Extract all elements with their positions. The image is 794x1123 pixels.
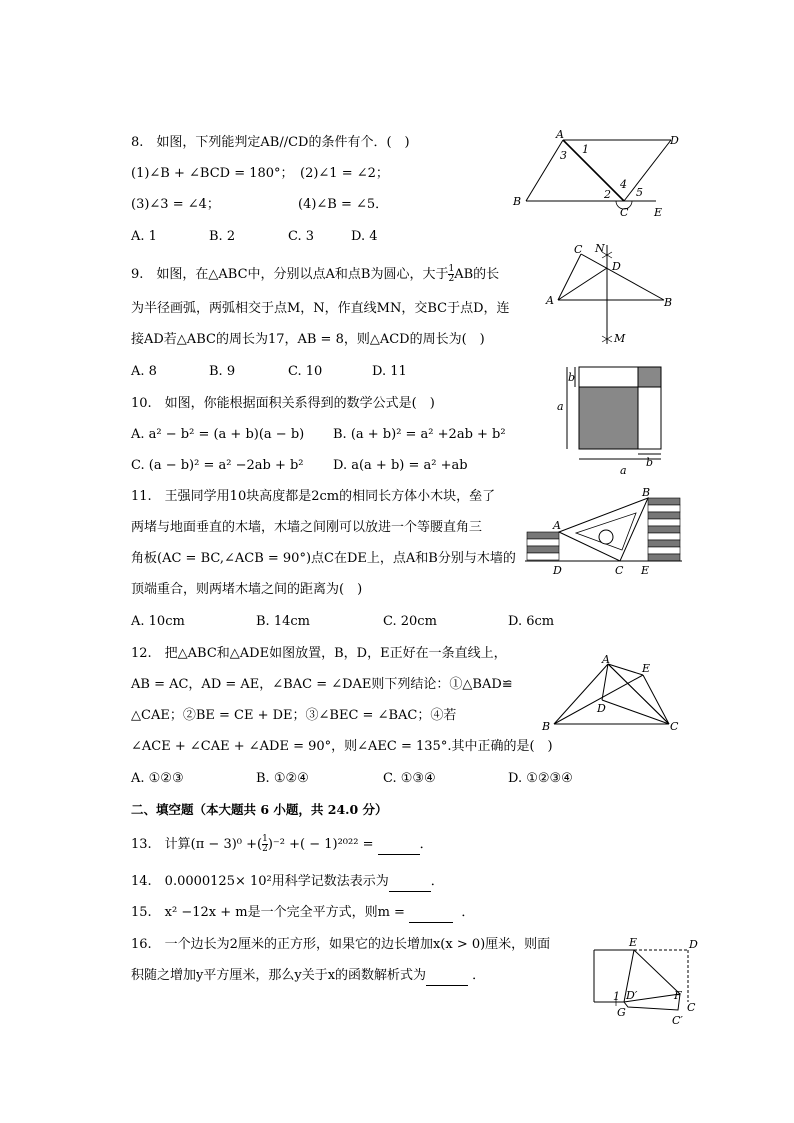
q9-option-d[interactable]: D. 11 (372, 364, 407, 379)
q10-option-c[interactable]: C. (a − b)² = a² −2ab + b² (131, 458, 304, 473)
q11-wall-figure (520, 484, 690, 582)
q8-angle-5: 5 (636, 186, 643, 199)
q10-option-d[interactable]: D. a(a + b) = a² +ab (333, 458, 468, 473)
q16-fold-figure (588, 932, 698, 1028)
q12-label-B: B (542, 720, 551, 733)
q8-label-D: D (670, 134, 679, 147)
q9-triangle-figure (540, 240, 680, 350)
q12-option-b[interactable]: B. ①②④ (256, 771, 309, 786)
q16-label-G: G (617, 1006, 626, 1019)
q12-label-E: E (642, 662, 651, 675)
q10-area-figure (554, 362, 666, 476)
q8-parallelogram-figure (508, 126, 688, 222)
q13-fraction: $\frac{1}{2}$ (262, 834, 268, 854)
q11-option-b[interactable]: B. 14cm (256, 614, 310, 629)
q11-line-4: 顶端重合，则两堵木墙之间的距离为( ) (131, 582, 363, 597)
q9-label-N: N (595, 242, 605, 255)
q10-option-b[interactable]: B. (a + b)² = a² +2ab + b² (333, 427, 506, 442)
q16-line-2 (131, 967, 485, 986)
q16-answer-blank[interactable] (426, 967, 468, 986)
q10-label-a-bottom: a (620, 464, 627, 476)
q15-end: ． (461, 905, 475, 920)
q11-option-a[interactable]: A. 10cm (131, 614, 185, 629)
q12-option-d[interactable]: D. ①②③④ (508, 771, 573, 786)
q16-label-F: F (674, 989, 682, 1002)
q11-option-d[interactable]: D. 6cm (508, 614, 555, 629)
q8-label-C: C (620, 206, 629, 219)
q12-line-3: △CAE；②BE = CE + DE；③∠BEC = ∠BAC；④若 (131, 708, 457, 723)
q16-label-D-prime: D′ (626, 989, 638, 1002)
q9-option-a[interactable]: A. 8 (131, 364, 157, 379)
q9-line-1-a: 9. 如图，在△ABC中，分别以点A和点B为圆心，大于 (131, 267, 449, 282)
q14-text: 14. 0.0000125× 10²用科学记数法表示为 (131, 874, 389, 889)
q12-triangles-figure (538, 652, 688, 738)
q11-option-c[interactable]: C. 20cm (383, 614, 437, 629)
q8-option-c[interactable]: C. 3 (288, 229, 315, 244)
q16-label-D: D (689, 938, 698, 951)
q12-label-A: A (602, 653, 610, 666)
q12-label-C: C (670, 720, 679, 733)
q8-option-b[interactable]: B. 2 (209, 229, 236, 244)
q11-label-D: D (553, 564, 562, 577)
q11-label-E: E (641, 564, 650, 577)
q9-line-1 (131, 265, 499, 284)
q12-line-4: ∠ACE + ∠CAE + ∠ADE = 90°，则∠AEC = 135°.其中正确的是( ) (131, 739, 553, 754)
q8-angle-4: 4 (620, 178, 627, 191)
q9-line-3: 接AD若△ABC的周长为17，AB = 8，则△ACD的周长为( ) (131, 332, 485, 347)
q14-end: ． (430, 874, 444, 889)
q16-label-C-prime: C′ (672, 1014, 683, 1027)
q9-fraction: $\frac{1}{2}$ (448, 264, 455, 284)
q16-label-C: C (687, 1001, 696, 1014)
q10-label-a-left: a (557, 400, 564, 413)
q13-part-b: )⁻² +( − 1)²⁰²² = (267, 837, 378, 852)
q8-angle-2: 2 (604, 188, 611, 201)
q13-end: ． (419, 837, 433, 852)
q11-line-1: 11. 王强同学用10块高度都是2cm的相同长方体小木块，垒了 (131, 489, 496, 504)
q11-label-B: B (642, 486, 651, 499)
q16-text: 积随之增加y平方厘米，那么y关于x的函数解析式为 (131, 968, 427, 983)
q9-label-C: C (574, 243, 583, 256)
q16-line-1: 16. 一个边长为2厘米的正方形，如果它的边长增加x(x > 0)厘米，则面 (131, 937, 551, 952)
q14-line (131, 873, 444, 892)
q12-line-1: 12. 把△ABC和△ADE如图放置，B，D，E正好在一条直线上， (131, 646, 507, 661)
q11-line-2: 两堵与地面垂直的木墙，木墙之间刚可以放进一个等腰直角三 (131, 520, 483, 535)
q15-text: 15. x² −12x + m是一个完全平方式，则m = (131, 905, 410, 920)
q11-label-C: C (615, 564, 624, 577)
q11-label-A: A (553, 519, 561, 532)
q15-line (131, 904, 474, 923)
section-2-heading: 二、填空题（本大题共 6 小题，共 24.0 分） (131, 802, 388, 817)
q8-option-d[interactable]: D. 4 (351, 229, 378, 244)
q10-option-a[interactable]: A. a² − b² = (a + b)(a − b) (131, 427, 305, 442)
q16-end: ． (472, 968, 486, 983)
q9-label-M: M (614, 332, 626, 345)
q13-part-a: 13. 计算(π − 3)⁰ +( (131, 837, 263, 852)
q8-stem: 8. 如图，下列能判定AB//CD的条件有个．( ) (131, 135, 410, 150)
q12-option-a[interactable]: A. ①②③ (131, 771, 184, 786)
q10-label-b-left: b (568, 371, 576, 384)
q10-stem: 10. 如图，你能根据面积关系得到的数学公式是( ) (131, 396, 435, 411)
q9-option-b[interactable]: B. 9 (209, 364, 236, 379)
q8-label-B: B (513, 195, 522, 208)
q8-angle-1: 1 (582, 143, 589, 156)
q13-line (131, 835, 433, 855)
q9-line-2: 为半径画弧，两弧相交于点M，N，作直线MN，交BC于点D，连 (131, 301, 510, 316)
q9-option-c[interactable]: C. 10 (288, 364, 323, 379)
q8-angle-3: 3 (560, 149, 567, 162)
q11-line-3: 角板(AC = BC,∠ACB = 90°)点C在DE上，点A和B分别与木墙的 (131, 551, 516, 566)
q9-line-1-b: AB的长 (454, 267, 500, 282)
q8-condition-1: (1)∠B + ∠BCD = 180°； (131, 166, 294, 181)
q8-option-a[interactable]: A. 1 (131, 229, 157, 244)
q15-answer-blank[interactable] (409, 904, 453, 923)
q8-condition-4: (4)∠B = ∠5． (298, 197, 389, 212)
q9-label-A: A (546, 294, 554, 307)
q13-answer-blank[interactable] (378, 836, 420, 855)
q8-condition-3: (3)∠3 = ∠4； (131, 197, 220, 212)
q12-line-2: AB = AC，AD = AE，∠BAC = ∠DAE则下列结论：①△BAD≌ (131, 677, 513, 692)
q8-label-A: A (556, 128, 564, 141)
q12-label-D: D (597, 702, 606, 715)
q8-condition-2: (2)∠1 = ∠2； (300, 166, 389, 181)
q16-label-1: 1 (613, 990, 620, 1003)
q12-option-c[interactable]: C. ①③④ (383, 771, 436, 786)
q8-label-E: E (654, 206, 663, 219)
q10-label-b-bottom: b (646, 456, 654, 469)
q16-label-E: E (629, 936, 638, 949)
q9-label-B: B (664, 296, 673, 309)
q14-answer-blank[interactable] (389, 873, 431, 892)
q9-label-D: D (612, 260, 621, 273)
